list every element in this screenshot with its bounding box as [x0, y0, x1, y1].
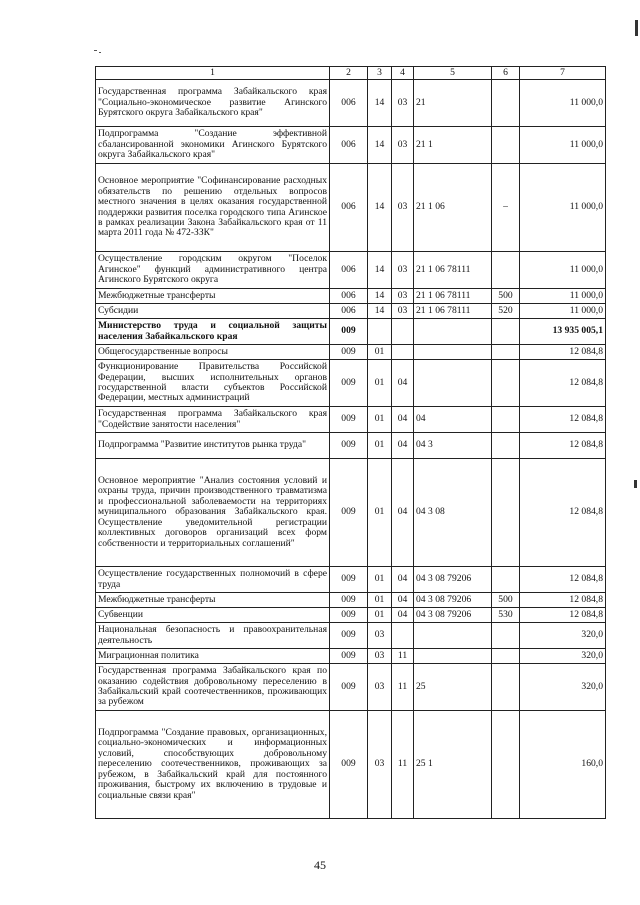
- row-code-cell: 006: [330, 164, 368, 252]
- row-name-cell: Субвенции: [96, 608, 330, 623]
- row-subsection-cell: 03: [392, 289, 414, 304]
- column-header: 3: [368, 67, 392, 80]
- row-subsection-cell: 04: [392, 407, 414, 433]
- row-subsection-cell: 04: [392, 360, 414, 407]
- row-section-cell: 03: [368, 649, 392, 664]
- row-amount-cell: 320,0: [520, 623, 606, 649]
- row-subsection-cell: [392, 345, 414, 360]
- row-target-cell: 21: [414, 80, 492, 127]
- row-expense-type-cell: [492, 459, 520, 567]
- row-name-cell: Подпрограмма "Развитие институтов рынка труда": [96, 433, 330, 459]
- row-code-cell: 009: [330, 664, 368, 711]
- row-section-cell: 03: [368, 623, 392, 649]
- row-amount-cell: 13 935 005,1: [520, 319, 606, 345]
- row-target-cell: 25 1: [414, 711, 492, 819]
- row-amount-cell: 12 084,8: [520, 459, 606, 567]
- row-name-cell: Общегосударственные вопросы: [96, 345, 330, 360]
- row-target-cell: 25: [414, 664, 492, 711]
- row-subsection-cell: 04: [392, 608, 414, 623]
- row-subsection-cell: [392, 623, 414, 649]
- row-code-cell: 006: [330, 289, 368, 304]
- row-code-cell: 009: [330, 649, 368, 664]
- table-row: [96, 304, 606, 319]
- row-expense-type-cell: [492, 345, 520, 360]
- row-expense-type-cell: [492, 360, 520, 407]
- row-name-cell: Субсидии: [96, 304, 330, 319]
- row-section-cell: 14: [368, 80, 392, 127]
- row-target-cell: 21 1 06 78111: [414, 289, 492, 304]
- row-code-cell: 009: [330, 360, 368, 407]
- row-section-cell: 14: [368, 304, 392, 319]
- row-code-cell: 006: [330, 304, 368, 319]
- row-amount-cell: 12 084,8: [520, 407, 606, 433]
- row-code-cell: 009: [330, 593, 368, 608]
- row-subsection-cell: 03: [392, 252, 414, 289]
- table-row: [96, 608, 606, 623]
- row-expense-type-cell: 530: [492, 608, 520, 623]
- row-code-cell: 009: [330, 459, 368, 567]
- row-target-cell: 04: [414, 407, 492, 433]
- table-row: [96, 649, 606, 664]
- row-code-cell: 006: [330, 80, 368, 127]
- row-target-cell: 04 3 08 79206: [414, 593, 492, 608]
- table-row: [96, 319, 606, 345]
- row-name-cell: Осуществление государственных полномочий в сфере труда: [96, 567, 330, 593]
- row-expense-type-cell: [492, 567, 520, 593]
- row-expense-type-cell: [492, 623, 520, 649]
- row-target-cell: 21 1: [414, 127, 492, 164]
- table-row: [96, 360, 606, 407]
- row-target-cell: [414, 649, 492, 664]
- table-row: [96, 567, 606, 593]
- row-section-cell: 14: [368, 289, 392, 304]
- row-target-cell: 21 1 06: [414, 164, 492, 252]
- table-row: [96, 289, 606, 304]
- row-name-cell: Миграционная политика: [96, 649, 330, 664]
- row-target-cell: 21 1 06 78111: [414, 252, 492, 289]
- table-row: [96, 80, 606, 127]
- row-amount-cell: 11 000,0: [520, 164, 606, 252]
- page-number: 45: [314, 858, 326, 872]
- row-name-cell: Осуществление городским округом "Поселок Агинское" функций административного центра Агинского Бурятского округа: [96, 252, 330, 289]
- table-row: [96, 127, 606, 164]
- row-subsection-cell: [392, 319, 414, 345]
- row-code-cell: 009: [330, 711, 368, 819]
- row-expense-type-cell: [492, 407, 520, 433]
- row-section-cell: 01: [368, 608, 392, 623]
- table-row: [96, 407, 606, 433]
- row-name-cell: Подпрограмма "Создание эффективной сбалансированной экономики Агинского Бурятского округа Забайкальского края": [96, 127, 330, 164]
- row-name-cell: Функционирование Правительства Российской Федерации, высших исполнительных органов государственной власти субъектов Российской Федерации, местных администраций: [96, 360, 330, 407]
- row-amount-cell: 320,0: [520, 664, 606, 711]
- row-subsection-cell: 04: [392, 459, 414, 567]
- row-target-cell: [414, 360, 492, 407]
- row-subsection-cell: 03: [392, 304, 414, 319]
- scan-speck: [99, 52, 101, 53]
- row-name-cell: Государственная программа Забайкальского края "Социально-экономическое развитие Агинского Бурятского округа Забайкальского края": [96, 80, 330, 127]
- column-header: 2: [330, 67, 368, 80]
- row-subsection-cell: 04: [392, 593, 414, 608]
- row-name-cell: Государственная программа Забайкальского края "Содействие занятости населения": [96, 407, 330, 433]
- row-amount-cell: 12 084,8: [520, 593, 606, 608]
- row-code-cell: 009: [330, 407, 368, 433]
- row-amount-cell: 11 000,0: [520, 252, 606, 289]
- row-subsection-cell: 11: [392, 649, 414, 664]
- column-header: 5: [414, 67, 492, 80]
- row-target-cell: [414, 345, 492, 360]
- row-expense-type-cell: [492, 252, 520, 289]
- row-expense-type-cell: [492, 649, 520, 664]
- row-section-cell: 01: [368, 407, 392, 433]
- row-code-cell: 009: [330, 433, 368, 459]
- row-target-cell: 04 3 08: [414, 459, 492, 567]
- row-code-cell: 006: [330, 252, 368, 289]
- column-header: 4: [392, 67, 414, 80]
- row-amount-cell: 320,0: [520, 649, 606, 664]
- row-section-cell: 14: [368, 127, 392, 164]
- budget-table: [95, 66, 606, 819]
- table-row: [96, 711, 606, 819]
- row-amount-cell: 12 084,8: [520, 433, 606, 459]
- row-section-cell: [368, 319, 392, 345]
- row-section-cell: 01: [368, 593, 392, 608]
- table-body: [96, 80, 606, 819]
- row-expense-type-cell: [492, 664, 520, 711]
- row-amount-cell: 12 084,8: [520, 345, 606, 360]
- row-expense-type-cell: [492, 80, 520, 127]
- row-code-cell: 006: [330, 127, 368, 164]
- row-amount-cell: 12 084,8: [520, 360, 606, 407]
- row-target-cell: 21 1 06 78111: [414, 304, 492, 319]
- row-section-cell: 14: [368, 252, 392, 289]
- row-name-cell: Межбюджетные трансферты: [96, 593, 330, 608]
- row-expense-type-cell: [492, 711, 520, 819]
- table-row: [96, 593, 606, 608]
- row-code-cell: 009: [330, 345, 368, 360]
- row-section-cell: 01: [368, 345, 392, 360]
- row-name-cell: Основное мероприятие "Анализ состояния условий и охраны труда, причин производственного травматизма и профессиональной заболеваемости на территориях муниципального образования Забайкальского края. Осуществление уведомительной регистрации коллективных договоров организаций всех форм собственности и территориальных соглашений": [96, 459, 330, 567]
- row-subsection-cell: 03: [392, 127, 414, 164]
- row-code-cell: 009: [330, 623, 368, 649]
- row-target-cell: 04 3 08 79206: [414, 567, 492, 593]
- row-section-cell: 03: [368, 664, 392, 711]
- scan-edge-mark: [635, 20, 638, 36]
- row-expense-type-cell: –: [492, 164, 520, 252]
- scan-edge-mark: [634, 480, 637, 488]
- table-row: [96, 252, 606, 289]
- row-target-cell: 04 3 08 79206: [414, 608, 492, 623]
- row-amount-cell: 12 084,8: [520, 567, 606, 593]
- row-amount-cell: 11 000,0: [520, 304, 606, 319]
- row-name-cell: Межбюджетные трансферты: [96, 289, 330, 304]
- row-amount-cell: 160,0: [520, 711, 606, 819]
- row-subsection-cell: 04: [392, 433, 414, 459]
- row-name-cell: Основное мероприятие "Софинансирование расходных обязательств по решению отдельных вопросов местного значения в целях оказания государственной поддержки развития поселка городского типа Агинское в рамках реализации Закона Забайкальского края от 11 марта 2011 года № 472-ЗЗК": [96, 164, 330, 252]
- scan-speck: [94, 50, 97, 51]
- row-amount-cell: 12 084,8: [520, 608, 606, 623]
- row-code-cell: 009: [330, 608, 368, 623]
- row-name-cell: Подпрограмма "Создание правовых, организационных, социально-экономических и информационных условий, способствующих добровольному переселению соотечественников, проживающих за рубежом, в Забайкальский край для постоянного проживания, быстрому их включению в трудовые и социальные связи края": [96, 711, 330, 819]
- table-row: [96, 623, 606, 649]
- row-code-cell: 009: [330, 567, 368, 593]
- row-subsection-cell: 03: [392, 80, 414, 127]
- table-row: [96, 459, 606, 567]
- row-amount-cell: 11 000,0: [520, 127, 606, 164]
- row-section-cell: 01: [368, 567, 392, 593]
- row-expense-type-cell: [492, 127, 520, 164]
- table-row: [96, 664, 606, 711]
- table-row: [96, 345, 606, 360]
- row-target-cell: 04 3: [414, 433, 492, 459]
- row-subsection-cell: 11: [392, 711, 414, 819]
- row-section-cell: 01: [368, 459, 392, 567]
- row-name-cell: Государственная программа Забайкальского края по оказанию содействия добровольному переселению в Забайкальский край соотечественников, проживающих за рубежом: [96, 664, 330, 711]
- row-subsection-cell: 03: [392, 164, 414, 252]
- row-amount-cell: 11 000,0: [520, 289, 606, 304]
- row-expense-type-cell: [492, 319, 520, 345]
- row-expense-type-cell: 500: [492, 289, 520, 304]
- row-expense-type-cell: [492, 433, 520, 459]
- row-amount-cell: 11 000,0: [520, 80, 606, 127]
- table-row: [96, 433, 606, 459]
- row-expense-type-cell: 520: [492, 304, 520, 319]
- row-target-cell: [414, 623, 492, 649]
- row-expense-type-cell: 500: [492, 593, 520, 608]
- row-subsection-cell: 04: [392, 567, 414, 593]
- table-header-row: [96, 67, 606, 80]
- row-target-cell: [414, 319, 492, 345]
- row-section-cell: 01: [368, 360, 392, 407]
- column-header: 7: [520, 67, 606, 80]
- row-section-cell: 14: [368, 164, 392, 252]
- row-section-cell: 01: [368, 433, 392, 459]
- row-code-cell: 009: [330, 319, 368, 345]
- column-header: 1: [96, 67, 330, 80]
- row-section-cell: 03: [368, 711, 392, 819]
- row-name-cell: Министерство труда и социальной защиты населения Забайкальского края: [96, 319, 330, 345]
- row-name-cell: Национальная безопасность и правоохранительная деятельность: [96, 623, 330, 649]
- column-header: 6: [492, 67, 520, 80]
- table-row: [96, 164, 606, 252]
- row-subsection-cell: 11: [392, 664, 414, 711]
